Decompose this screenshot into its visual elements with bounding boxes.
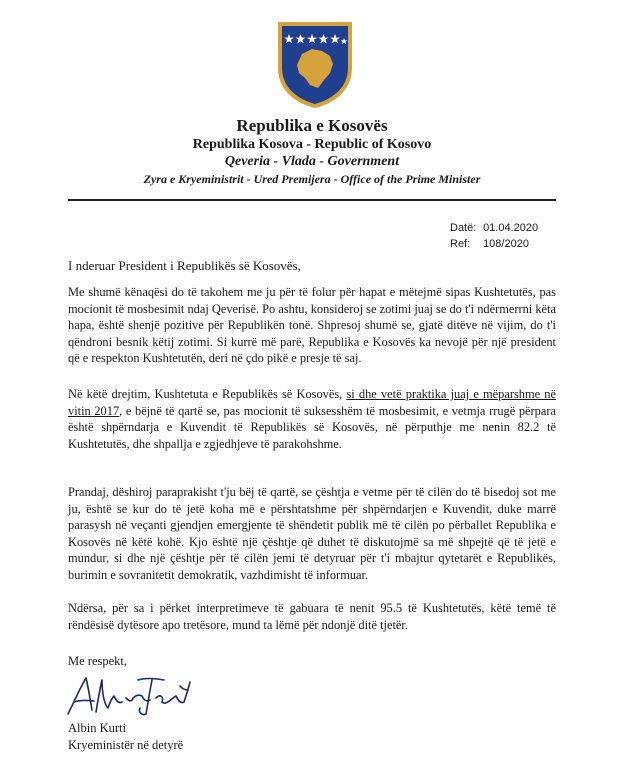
handwritten-signature [64,672,194,720]
paragraph-3: Prandaj, dëshiroj paraprakisht t'ju bëj të qartë, se çështja e vetme për të cilën do të bisedoj sot me ju, është se kur do të jetë koha më e përshtatshme për shpërndarjen e Kuvendit, duke marrë parasysh në veçanti gjendjen emergjente të shëndetit publik më të cilën po përballet Republika e Kosovës në këtë kohë. Kjo është një çështje që duhet të diskutojmë sa më shpejtë që të jetë e mundur, si dhe një çështje për të cilën jemi të detyruar për t'i mbajtur qytetarët e Republikës, burimin e sovranitetit demokratik, vazhdimisht të informuar. [68,485,556,582]
office-name: Zyra e Kryeministrit - Ured Premijera - Office of the Prime Minister [143,172,481,186]
paragraph-4: Ndërsa, për sa i përket interpretimeve të gabuara të nenit 95.5 të Kushtetutës, këtë temë të rëndësisë dytësore apo tretësore, mund ta lëmë për ndonjë ditë tjetër. [68,601,556,632]
header-divider [68,199,556,201]
country-name-translations: Republika Kosova - Republic of Kosovo [192,137,432,152]
reference-label: Ref: [450,238,471,250]
paragraph-2-end: , e bëjnë të qartë se, pas mocionit të suksesshëm të mosbesimit, e vetmja rrugë përpara është shpërndarja e Kuvendit të Republikës së Kosovës, në përputhje me nenin 82.2 të Kushtetutës, dhe shpallja e zgjedhjeve të parakohshme. [68,403,556,451]
paragraph-2-start: Në këtë drejtim, Kushtetuta e Republikës së Kosovës, [68,387,347,401]
salutation: I nderuar President i Republikës së Kosovës, [68,258,301,273]
paragraph-2 [68,386,556,452]
government-name: Qeveria - Vlada - Government [224,154,400,169]
signatory-title: Kryeministër në detyrë [68,738,184,752]
reference-value: 108/2020 [483,238,529,250]
closing: Me respekt, [68,654,128,668]
date-label: Datë: [450,222,477,234]
paragraph-2-underlined: si dhe vetë praktika juaj e mëparshme në vitin 2017 [68,387,556,418]
country-name: Republika e Kosovës [236,116,388,135]
paragraph-1: Me shumë kënaqësi do të takohem me ju për të folur për hapat e mëtejmë sipas Kushtetutës, pas mocionit të mosbesimit ndaj Qeverisë. Po ashtu, konsideroj se zotimi juaj se do t'i ndërmerrni këta hapa, është shenjë pozitive për Republikën tonë. Shpresoj shumë se, gjatë ditëve në vijim, do t'i qëndroni besnik këtij zotimi. Si kurrë më parë, Republika e Kosovës ka nevojë për një president që e respekton Kushtetutën, deri në çdo pikë e presje të saj. [68,285,556,366]
signatory-name: Albin Kurti [68,721,126,735]
date-value: 01.04.2020 [483,222,539,234]
kosovo-coat-of-arms-icon [272,18,358,110]
reference-line [450,238,529,250]
date-line [450,222,538,234]
